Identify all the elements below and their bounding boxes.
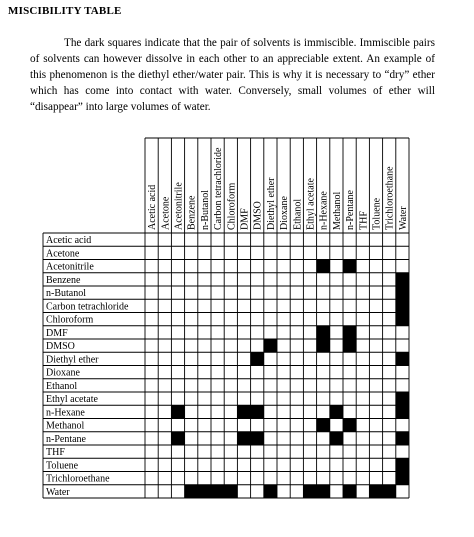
immiscible-cell [343,485,356,498]
column-label: THF [358,211,370,230]
row-label: Carbon tetrachloride [46,301,129,313]
column-label: Carbon tetrachloride [213,147,225,230]
column-label: n-Pentane [345,190,357,230]
row-label: Acetone [46,248,80,260]
immiscible-cell [251,352,264,365]
row-label: Benzene [46,274,81,286]
row-label: Acetonitrile [46,261,94,273]
immiscible-cell [224,485,237,498]
immiscible-cell [396,405,409,418]
immiscible-cell [369,485,382,498]
immiscible-cell [343,339,356,352]
immiscible-cell [396,352,409,365]
row-label: n-Pentane [46,433,86,445]
immiscible-cell [330,405,343,418]
column-label: Ethanol [292,198,304,230]
column-label: Toluene [371,197,383,230]
column-label: n-Hexane [318,191,330,230]
immiscible-cell [343,326,356,339]
immiscible-cell [211,485,224,498]
immiscible-cell [330,432,343,445]
immiscible-cell [396,299,409,312]
immiscible-cell [396,472,409,485]
immiscible-cell [396,458,409,471]
row-label: Diethyl ether [46,354,99,366]
immiscible-cell [237,405,250,418]
intro-text: The dark squares indicate that the pair of solvents is immiscible. Immiscible pairs of solvents can however dissolve in each other to an appreciable extent. An example of this phenomenon is the diethyl ether/water pair. This is why it is necessary to “dry” ether which has come into contact with water. Conversely, small volumes of ether will “disappear” into large volumes of water. [30,37,435,113]
row-label: THF [46,447,65,459]
row-label: Dioxane [46,367,80,379]
immiscible-cell [264,485,277,498]
immiscible-cell [317,419,330,432]
immiscible-cell [396,313,409,326]
immiscible-cell [264,339,277,352]
column-label: Chloroform [226,182,238,230]
row-label: Ethanol [46,380,78,392]
column-label: Ethyl acetate [305,178,317,230]
row-label: Methanol [46,420,85,432]
immiscible-cell [343,260,356,273]
immiscible-cell [396,432,409,445]
immiscible-cell [383,485,396,498]
immiscible-cell [317,485,330,498]
column-label: Dioxane [279,196,291,230]
row-label: Chloroform [46,314,94,326]
row-label: n-Butanol [46,288,86,300]
row-label: Trichloroethane [46,473,110,485]
column-label: Acetic acid [147,184,159,230]
row-label: Ethyl acetate [46,394,98,406]
column-label: Benzene [186,195,198,230]
immiscible-cell [171,432,184,445]
column-label: Acetone [160,196,172,230]
immiscible-cell [396,392,409,405]
immiscible-cell [396,273,409,286]
immiscible-cell [237,432,250,445]
immiscible-cell [317,326,330,339]
immiscible-cell [251,405,264,418]
column-label: Acetonitrile [173,182,185,230]
immiscible-cell [185,485,198,498]
row-label: DMF [46,327,68,339]
row-label: DMSO [46,341,75,353]
immiscible-cell [251,432,264,445]
immiscible-cell [317,260,330,273]
immiscible-cell [171,405,184,418]
immiscible-cell [396,286,409,299]
immiscible-cell [317,339,330,352]
row-label: n-Hexane [46,407,85,419]
row-label: Toluene [46,460,79,472]
row-label: Acetic acid [46,235,92,247]
row-label: Water [46,486,70,498]
column-label: DMF [239,208,251,230]
column-label: Diethyl ether [265,177,277,230]
column-label: n-Butanol [199,190,211,230]
column-label: Trichloroethane [384,166,396,230]
immiscible-cell [343,419,356,432]
column-label: Methanol [331,191,343,230]
immiscible-cell [198,485,211,498]
immiscible-cell [303,485,316,498]
page-title: MISCIBILITY TABLE [8,5,122,17]
column-label: DMSO [252,201,264,230]
column-label: Water [397,206,409,230]
